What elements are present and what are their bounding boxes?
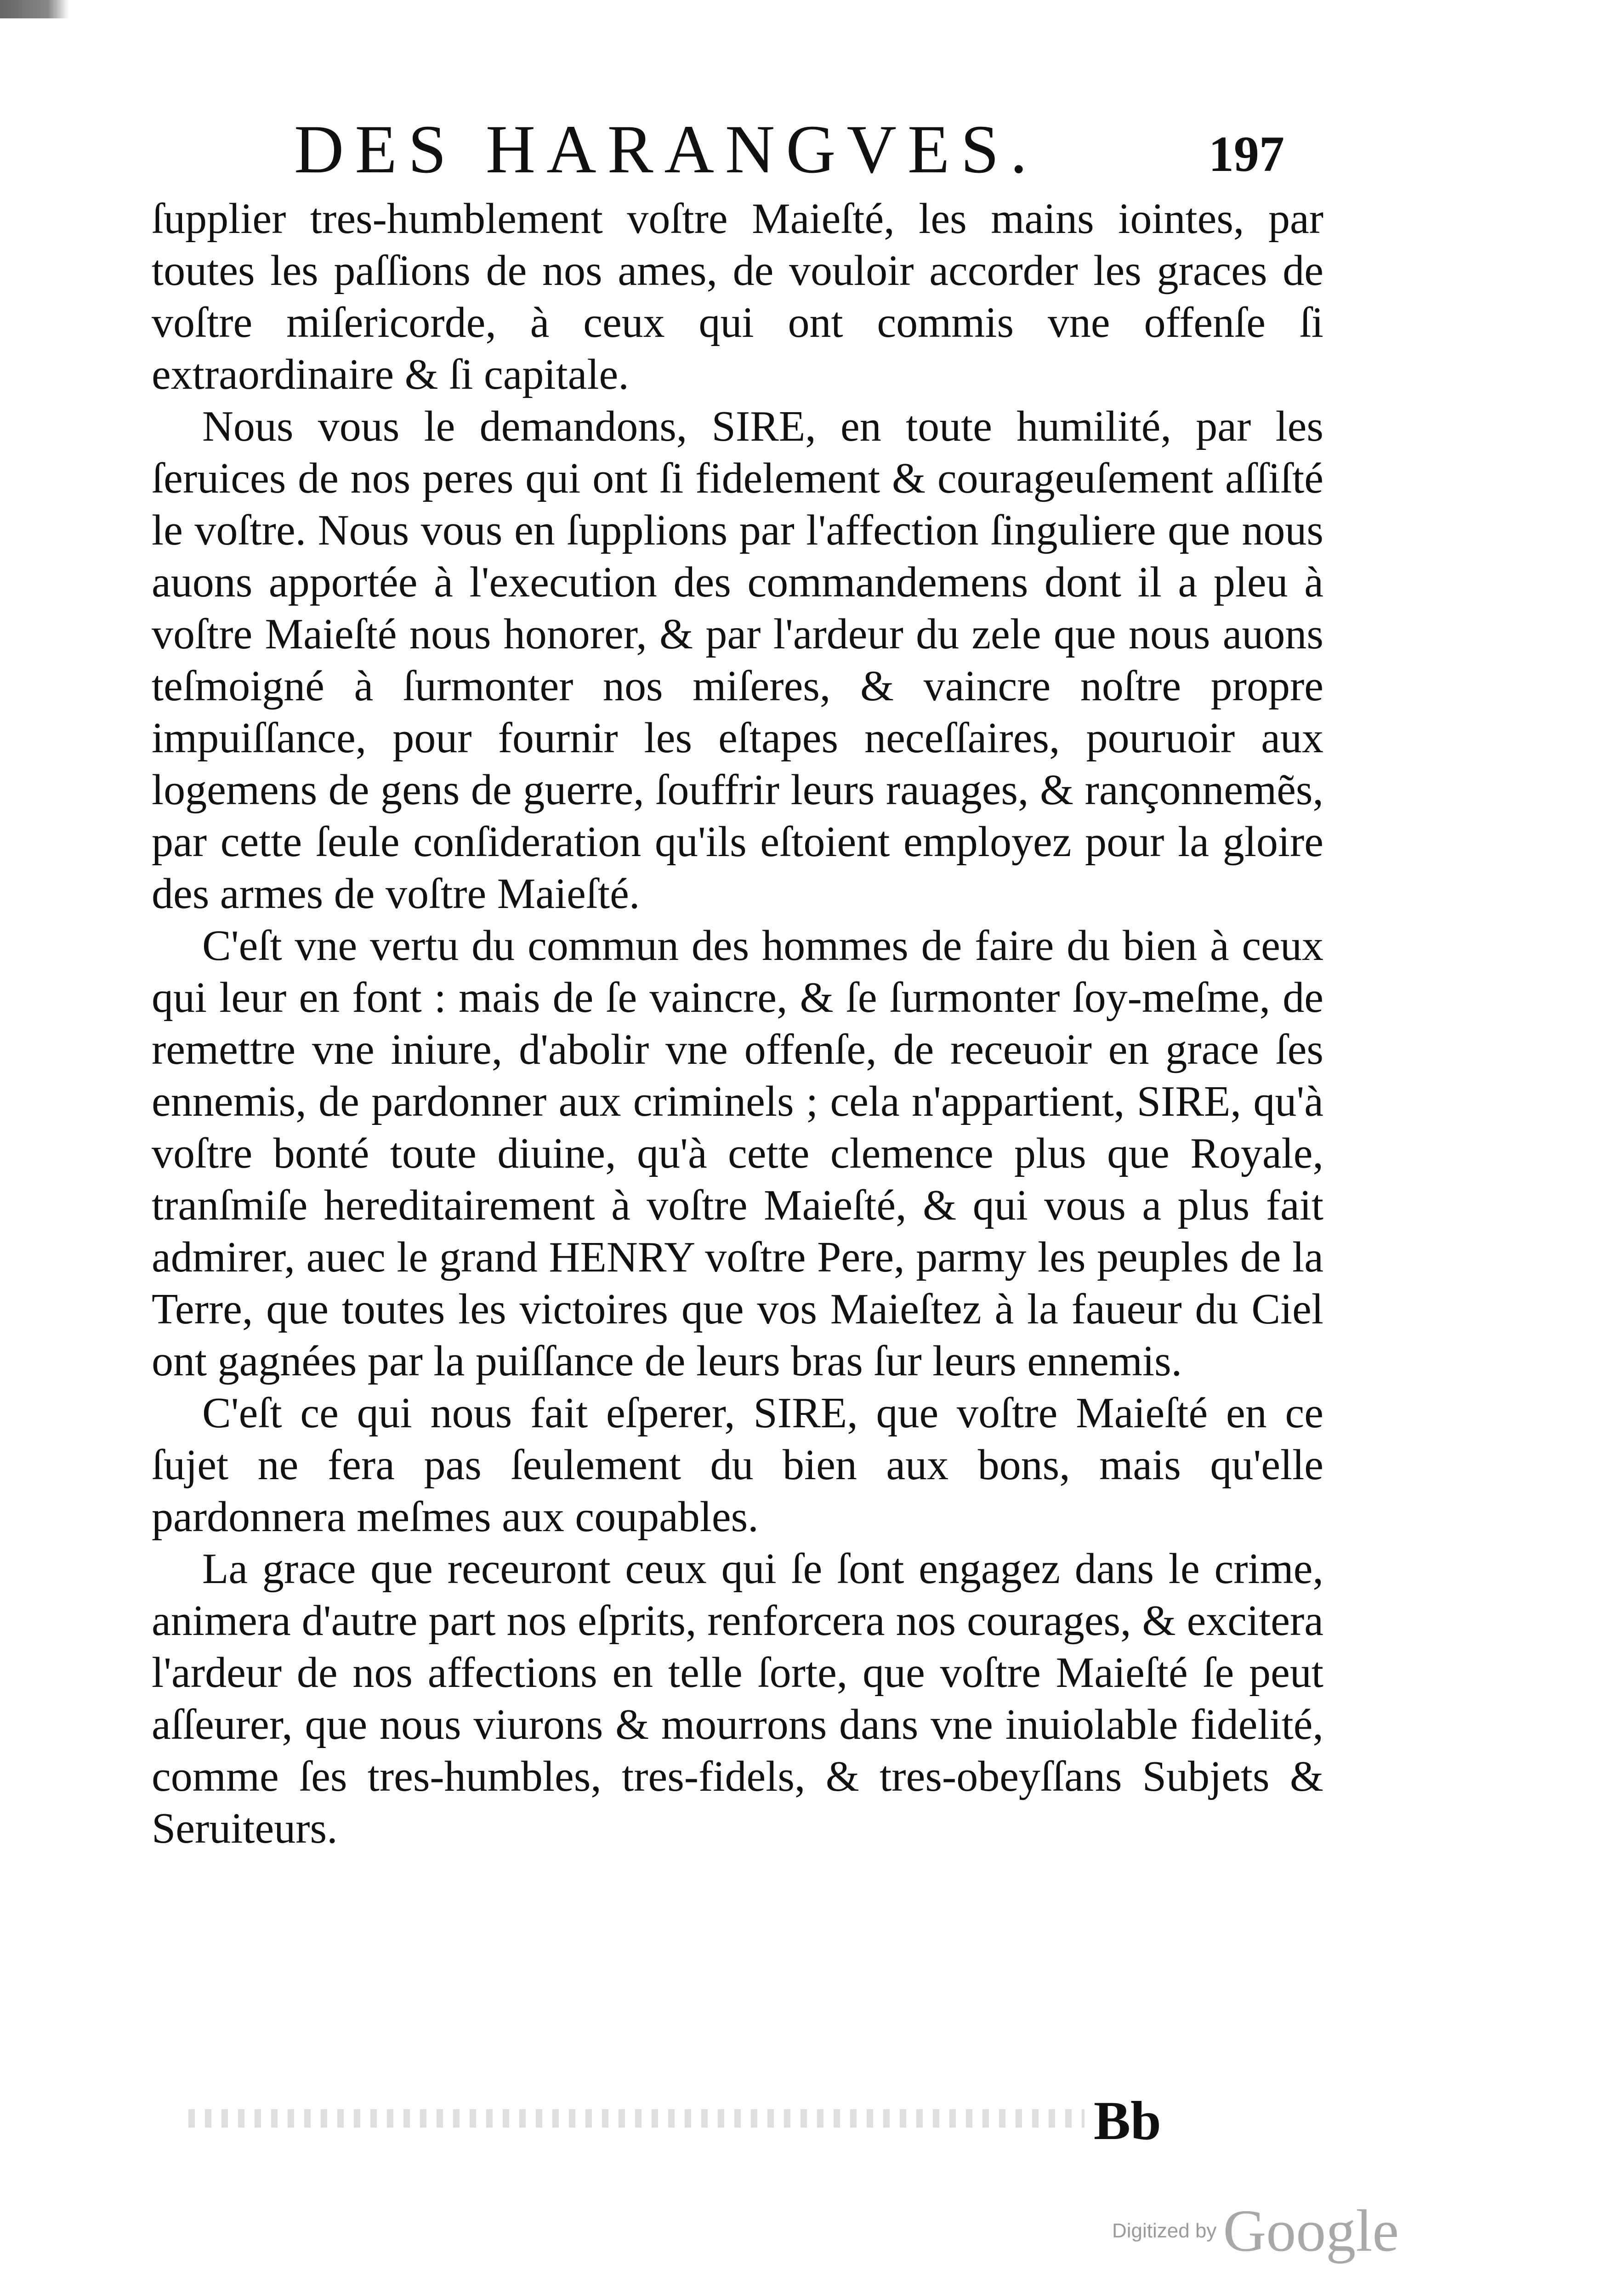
paragraph-4: C'eſt ce qui nous fait eſperer, SIRE, que voſtre Maieſté en ce ſujet ne fera pas ſeulement du bien aux bons, mais qu'elle pardonnera meſmes aux coupables. [152, 1389, 1323, 1541]
scan-corner-mark [0, 0, 69, 18]
show-through-text [188, 2109, 1085, 2128]
watermark-prefix: Digitized by [1112, 2219, 1217, 2242]
running-title: DES HARANGVES. [294, 111, 1039, 187]
paragraph-3: C'eſt vne vertu du commun des hommes de faire du bien à ceux qui leur en font : mais de ſe vaincre, & ſe ſurmonter ſoy-meſme, de remettre vne iniure, d'abolir vne offenſe, de receuoir en grace ſes ennemis, de pardonner aux criminels ; cela n'appartient, SIRE, qu'à voſtre bonté toute diuine, qu'à cette clemence plus que Royale, tranſmiſe hereditairement à voſtre Maieſté, & qui vous a plus fait admirer, auec le grand HENRY voſtre Pere, parmy les peuples de la Terre, que toutes les victoires que vos Maieſtez à la faueur du Ciel ont gagnées par la puiſſance de leurs bras ſur leurs ennemis. [152, 922, 1323, 1385]
body-text [152, 193, 1323, 1855]
paragraph-1: ſupplier tres-humblement voſtre Maieſté, les mains iointes, par toutes les paſſions de nos ames, de vouloir accorder les graces de voſtre miſericorde, à ceux qui ont commis vne offenſe ſi extraordinaire & ſi capitale. [152, 195, 1323, 398]
signature-mark: Bb [1094, 2090, 1161, 2151]
page-number: 197 [1209, 126, 1284, 182]
paragraph-2: Nous vous le demandons, SIRE, en toute humilité, par les ſeruices de nos peres qui ont ſi fidelement & courageuſement aſſiſté le voſtre. Nous vous en ſupplions par l'affection ſinguliere que nous auons apportée à l'execution des commandemens dont il a pleu à voſtre Maieſté nous honorer, & par l'ardeur du zele que nous auons teſmoigné à ſurmonter nos miſeres, & vaincre noſtre propre impuiſſance, pour fournir les eſtapes neceſſaires, pouruoir aux logemens de gens de guerre, ſouffrir leurs rauages, & rançonnemẽs, par cette ſeule conſideration qu'ils eſtoient employez pour la gloire des armes de voſtre Maieſté. [152, 403, 1323, 918]
google-logo: Google [1223, 2198, 1399, 2264]
digitized-by-watermark [1112, 2198, 1399, 2264]
paragraph-5: La grace que receuront ceux qui ſe ſont engagez dans le crime, animera d'autre part nos eſprits, renforcera nos courages, & excitera l'ardeur de nos affections en telle ſorte, que voſtre Maieſté ſe peut aſſeurer, que nous viurons & mourrons dans vne inuiolable fidelité, comme ſes tres-humbles, tres-fidels, & tres-obeyſſans Subjets & Seruiteurs. [152, 1545, 1323, 1852]
